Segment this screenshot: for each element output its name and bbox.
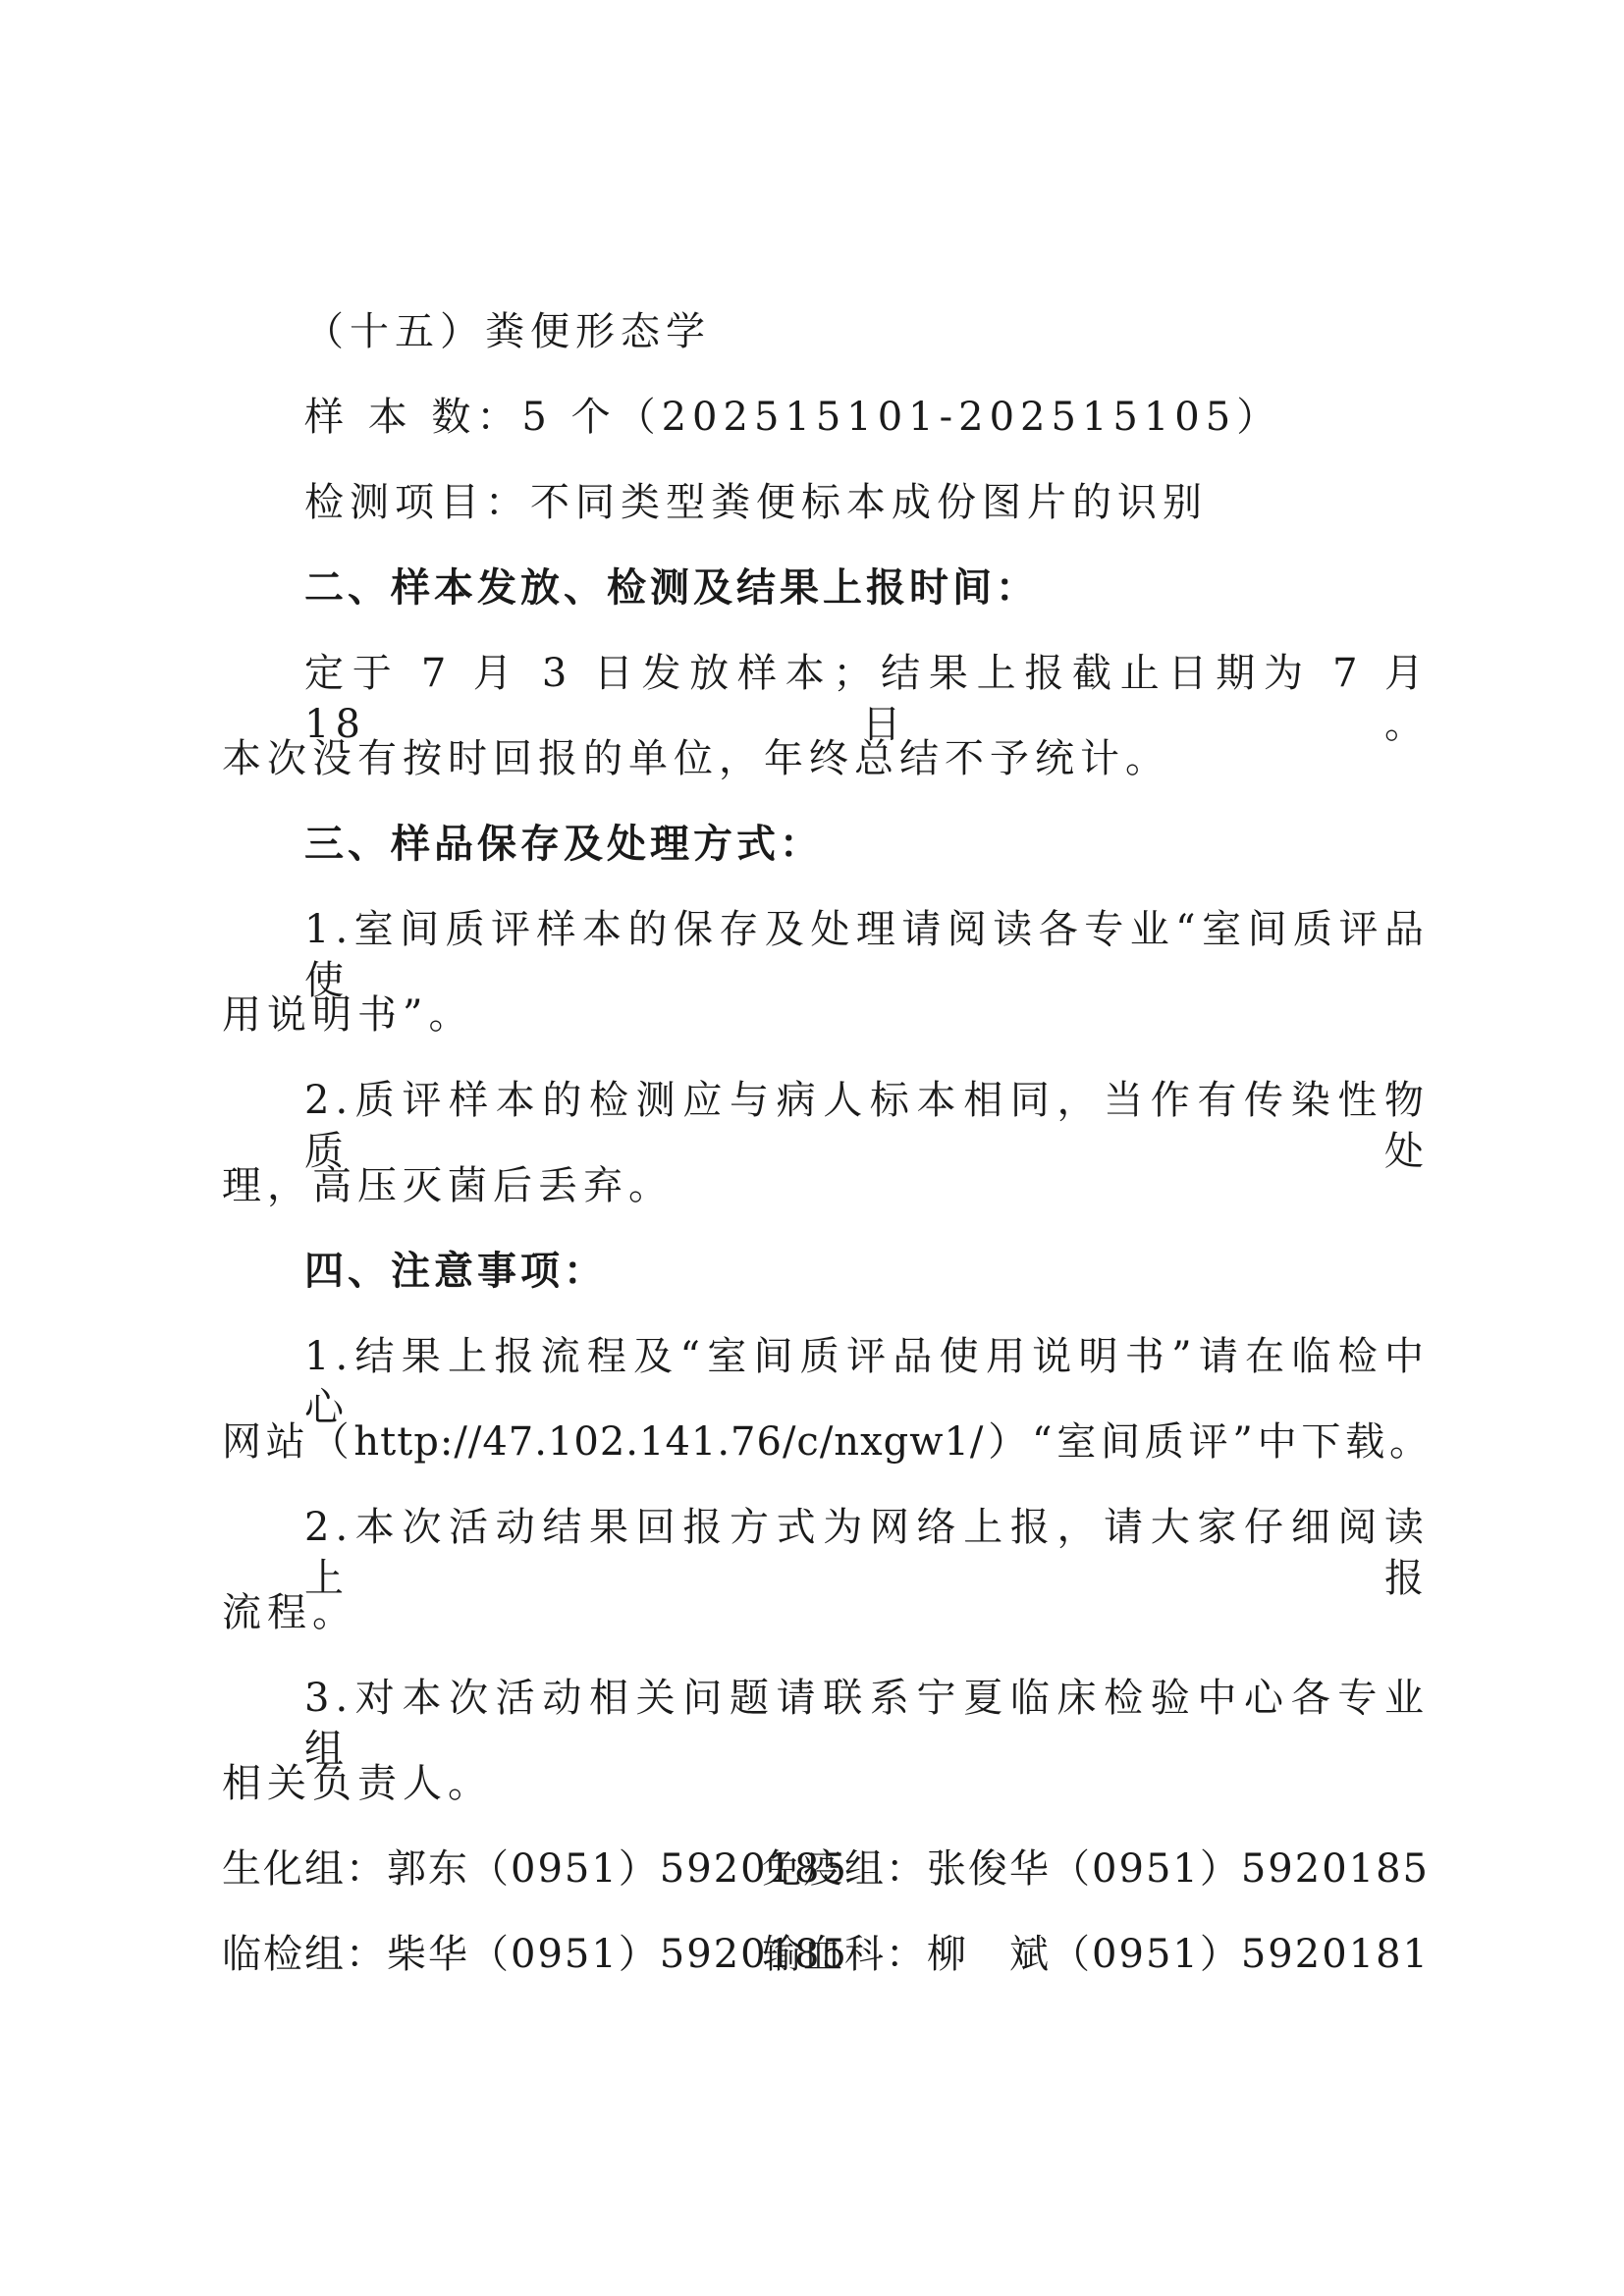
item15-samples: 样 本 数：5 个（202515101-202515105）: [304, 395, 1282, 440]
contact-row-1: [222, 1843, 1430, 1895]
section3-p2-line2: 理，高压灭菌后丢弃。: [222, 1163, 674, 1208]
section4-p3-line1: 3.对本次活动相关问题请联系宁夏临床检验中心各专业组: [304, 1676, 1430, 1772]
section3-p2-line1: 2.质评样本的检测应与病人标本相同，当作有传染性物质处: [304, 1078, 1430, 1174]
section2-heading: 二、样本发放、检测及结果上报时间：: [304, 565, 1039, 611]
item15-title: （十五）粪便形态学: [304, 309, 711, 354]
contact-row-2: [222, 1929, 1430, 1980]
section3-p1-line1: 1.室间质评样本的保存及处理请阅读各专业“室间质评品使: [304, 907, 1430, 1003]
section4-p1-line2: 网站（http://47.102.141.76/c/nxgw1/）“室间质评”中下载。: [222, 1419, 1430, 1465]
section2-line1: 定于 7 月 3 日发放样本；结果上报截止日期为 7 月 18 日。: [304, 651, 1430, 747]
item15-tests: 检测项目：不同类型粪便标本成份图片的识别: [304, 480, 1208, 525]
contact-immunology: 免疫组：张俊华（0951）5920185: [762, 1846, 1430, 1892]
section2-line2: 本次没有按时回报的单位，年终总结不予统计。: [222, 736, 1170, 781]
section3-heading: 三、样品保存及处理方式：: [304, 822, 823, 867]
contact-clinical-lab: 临检组：柴华（0951）5920185: [222, 1932, 848, 1977]
section4-heading: 四、注意事项：: [304, 1249, 607, 1294]
section3-p1-line2: 用说明书”。: [222, 992, 474, 1038]
section4-p1-line1: 1.结果上报流程及“室间质评品使用说明书”请在临检中心: [304, 1334, 1430, 1430]
section4-p2-line2: 流程。: [222, 1590, 357, 1635]
contact-transfusion: 输血科：柳 斌（0951）5920181: [762, 1932, 1430, 1977]
section4-p2-line1: 2.本次活动结果回报方式为网络上报，请大家仔细阅读上报: [304, 1505, 1430, 1601]
section4-p3-line2: 相关负责人。: [222, 1761, 493, 1806]
contact-biochemistry: 生化组：郭东（0951）5920185: [222, 1846, 848, 1892]
